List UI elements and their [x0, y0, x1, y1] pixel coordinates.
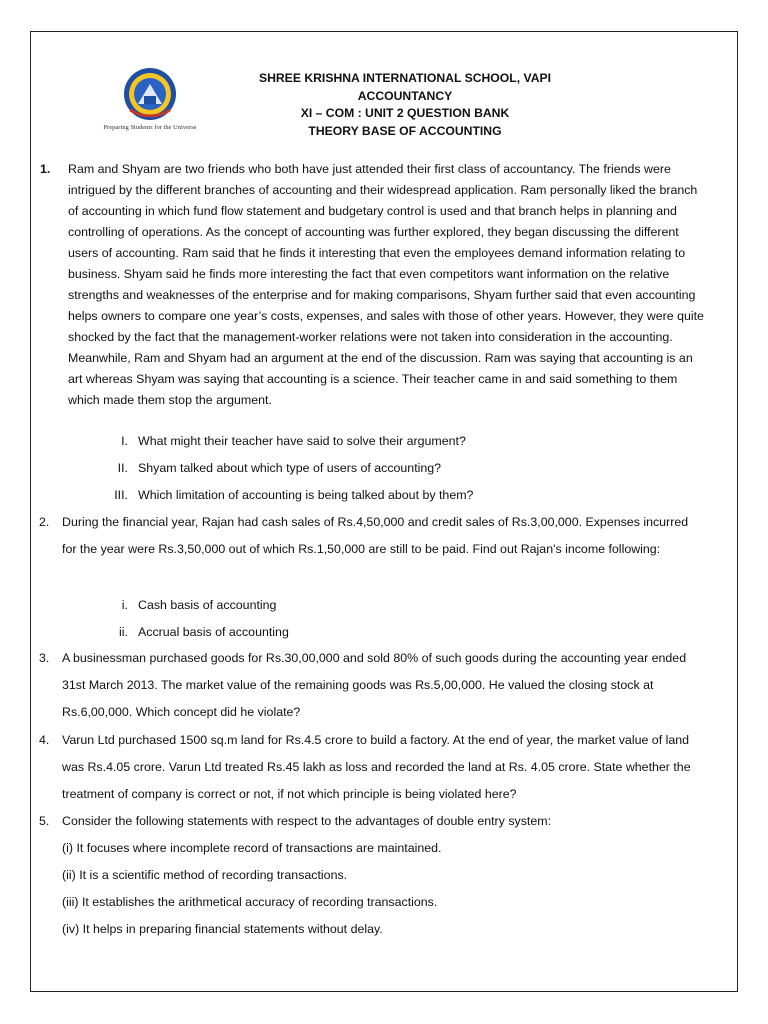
subquestion-text: Accrual basis of accounting [138, 625, 289, 639]
subject-title: ACCOUNTANCY [357, 88, 453, 103]
unit-title: XI – COM : UNIT 2 QUESTION BANK [300, 106, 510, 120]
question-5 [39, 808, 704, 835]
statement-iv: (iv) It helps in preparing financial statements without delay. [62, 922, 383, 936]
question-text: During the financial year, Rajan had cash sales of Rs.4,50,000 and credit sales of Rs.3,00,000. Expenses incurred for the year were Rs.3,50,000 out of which Rs.1,50,000 are still to be paid. Find out Rajan's income following: [62, 515, 689, 556]
subquestion-text: Shyam talked about which type of users of accounting? [138, 461, 442, 475]
statement-i: (i) It focuses where incomplete record of transactions are maintained. [62, 841, 442, 855]
question-text: A businessman purchased goods for Rs.30,00,000 and sold 80% of such goods during the accounting year ended 31st March 2013. The market value of the remaining goods was Rs.5,00,000. He valued the closing stock at Rs.6,00,000. Which concept did he violate? [62, 651, 687, 719]
topic-title: THEORY BASE OF ACCOUNTING [308, 123, 502, 138]
question-number: 3. [39, 651, 50, 665]
school-emblem-icon [122, 66, 178, 122]
subquestion-numeral: i. [121, 598, 128, 612]
statement-iii: (iii) It establishes the arithmetical accuracy of recording transactions. [62, 895, 438, 909]
question-number: 2. [39, 515, 50, 529]
subquestion-numeral: III. [114, 488, 128, 502]
question-3 [39, 645, 704, 726]
logo-tagline: Preparing Students for the Universe [103, 124, 197, 131]
subquestion-numeral: II. [117, 461, 128, 475]
subquestion-text: Cash basis of accounting [138, 598, 277, 612]
subquestion-numeral: ii. [119, 625, 128, 639]
school-logo [100, 66, 200, 138]
question-4 [39, 727, 704, 808]
question-number: 5. [39, 814, 50, 828]
question-text: Varun Ltd purchased 1500 sq.m land for Rs.4.5 crore to build a factory. At the end of year, the market value of land was Rs.4.05 crore. Varun Ltd treated Rs.45 lakh as loss and recorded the land at Rs. 4.05 crore. State whether the treatment of company is correct or not, if not which principle is being violated here? [62, 733, 691, 801]
subquestion-text: What might their teacher have said to solve their argument? [138, 434, 466, 448]
school-name: SHREE KRISHNA INTERNATIONAL SCHOOL, VAPI [258, 71, 552, 85]
question-number: 4. [39, 733, 50, 747]
question-1 [40, 159, 705, 411]
question-2 [39, 509, 704, 563]
subquestion-numeral: I. [121, 434, 128, 448]
statement-ii: (ii) It is a scientific method of recording transactions. [62, 868, 348, 882]
question-text: Ram and Shyam are two friends who both have just attended their first class of accountancy. The friends were intrigued by the different branches of accounting and their widespread application. Ram personally liked the branch of accounting in which fund flow statement and budgetary control is used and that branch helps in planning and controlling of operations. As the concept of accounting was further explored, they began discussing the different users of accounting. Ram said that he finds it interesting that even the employees demand information relating to business. Shyam said he finds more interesting the fact that even competitors want information on the relative strengths and weaknesses of the enterprise and for making comparisons, Shyam further said that even accounting helps owners to compare one year’s costs, expenses, and sales with those of other years. However, they were quite shocked by the fact that the management-worker relations were not taken into consideration in the accounting. Meanwhile, Ram and Shyam had an argument at the end of the discussion. Ram was saying that accounting is an art whereas Shyam was saying that accounting is a science. Their teacher came in and said something to them which made them stop the argument. [68, 162, 704, 407]
question-text: Consider the following statements with respect to the advantages of double entry system: [62, 814, 552, 828]
question-number: 1. [40, 162, 51, 176]
subquestion-text: Which limitation of accounting is being talked about by them? [138, 488, 474, 502]
document-header [230, 70, 580, 140]
